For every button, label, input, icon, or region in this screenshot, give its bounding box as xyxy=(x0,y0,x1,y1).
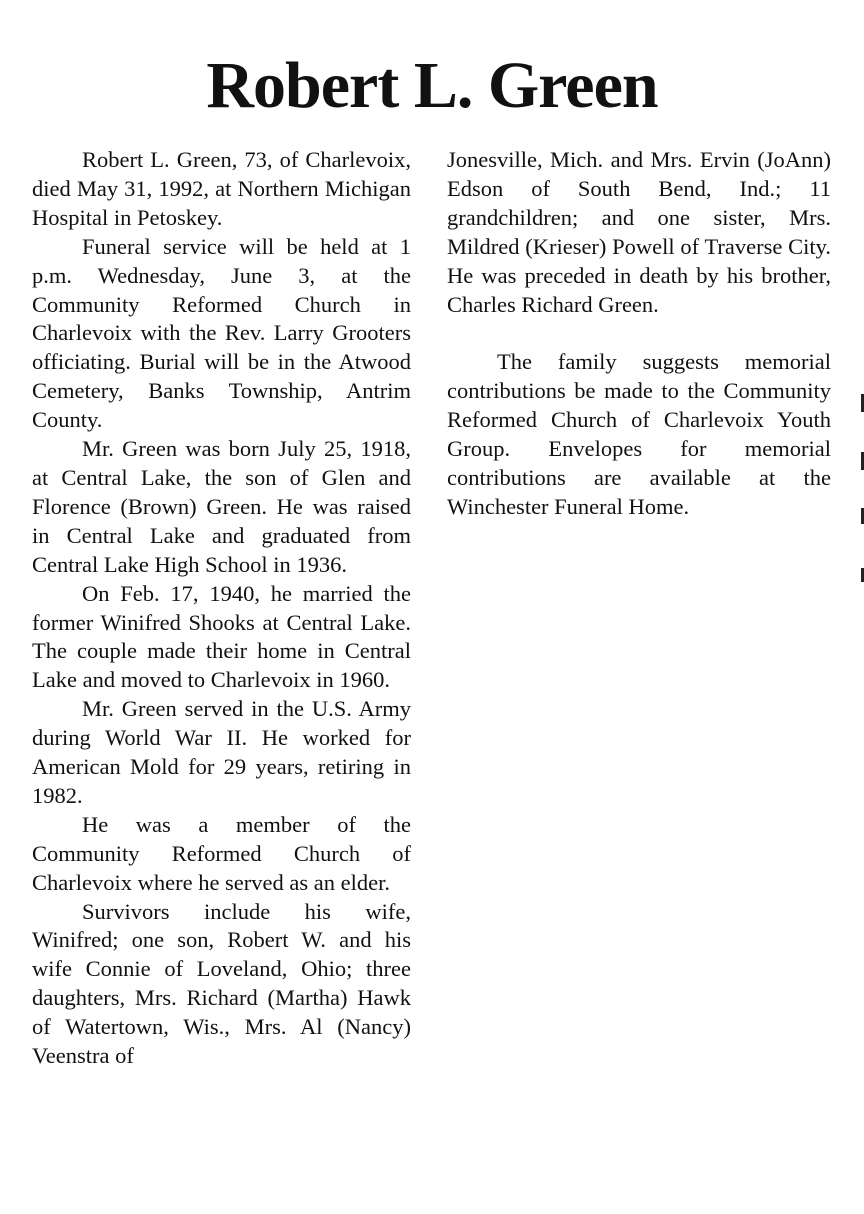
paragraph-survivors: Survivors include his wife, Winifred; one son, Robert W. and his wife Connie of Loveland, Ohio; three daughters, Mrs. Richard (Martha) Hawk of Watertown, Wis., Mrs. Al (Nancy) Veenstra of xyxy=(32,898,411,1069)
paragraph-birth: Mr. Green was born July 25, 1918, at Central Lake, the son of Glen and Florence (Brown) Green. He was raised in Central Lake and graduated from Central Lake High School in 1936. xyxy=(32,436,411,577)
left-column xyxy=(32,146,411,1071)
right-column xyxy=(447,146,831,522)
paragraph-survivors-continued: Jonesville, Mich. and Mrs. Ervin (JoAnn) Edson of South Bend, Ind.; 11 grandchildren; and one sister, Mrs. Mildred (Krieser) Powell of Traverse City. He was preceded in death by his brother, Charles Richard Green. xyxy=(447,147,831,317)
paragraph-marriage: On Feb. 17, 1940, he married the former Winifred Shooks at Central Lake. The couple made their home in Central Lake and moved to Charlevoix in 1960. xyxy=(32,580,411,693)
obituary-title: Robert L. Green xyxy=(206,49,658,122)
clipped-adjacent-column-marks xyxy=(860,390,864,590)
paragraph-career: Mr. Green served in the U.S. Army during World War II. He worked for American Mold for 29 years, retiring in 1982. xyxy=(32,696,411,808)
paragraph-funeral-service: Funeral service will be held at 1 p.m. Wednesday, June 3, at the Community Reformed Church in Charlevoix with the Rev. Larry Grooters officiating. Burial will be in the Atwood Cemetery, Banks Township, Antrim County. xyxy=(32,233,411,433)
paragraph-church-membership: He was a member of the Community Reformed Church of Charlevoix where he served as an elder. xyxy=(32,811,411,895)
paragraph-memorials: The family suggests memorial contributions be made to the Community Reformed Church of Charlevoix Youth Group. Envelopes for memorial contributions are available at the Winchester Funeral Home. xyxy=(447,349,831,519)
paragraph-death-notice: Robert L. Green, 73, of Charlevoix, died May 31, 1992, at Northern Michigan Hospital in Petoskey. xyxy=(32,147,411,230)
